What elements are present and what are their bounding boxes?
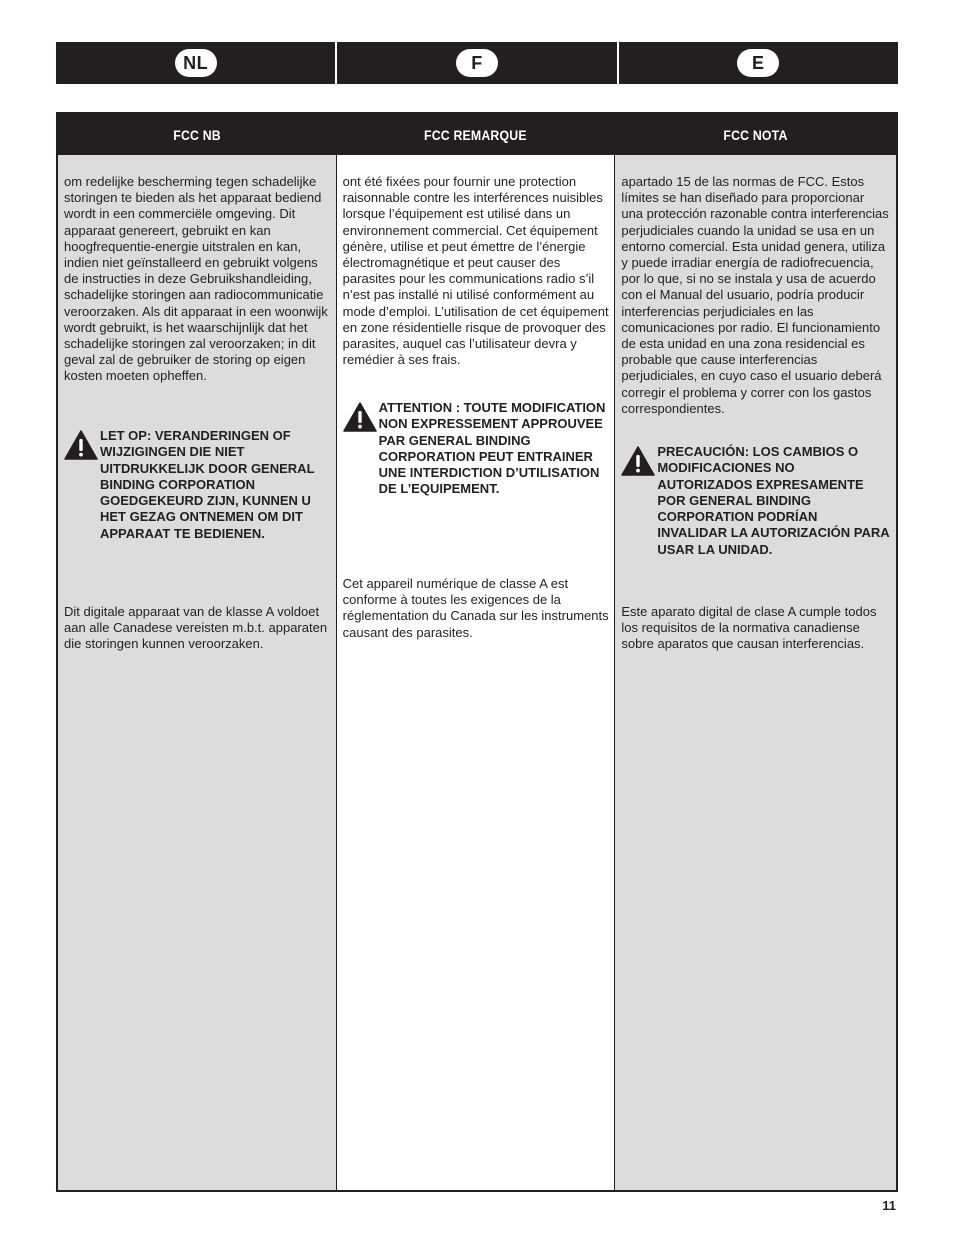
language-cell-f xyxy=(337,42,618,84)
paragraph-e-1: apartado 15 de las normas de FCC. Estos límites se han diseñado para proporcionar una protección razonable contra interferencias perjudiciales cuando la unidad se usa en un entorno comercial. Esta unidad genera, utiliza y puede irradiar energía de radiofrecuencia, por lo que, si no se instala y usa de acuerdo con el Manual del usuario, podría producir interferencias perjudiciales en las comunicaciones por radio. El funcionamiento de esta unidad en una zona residencial es probable que cause interferencias perjudiciales, en cuyo caso el usuario deberá corregir el problema y correr con los gastos correspondientes. xyxy=(621,174,889,416)
warning-e xyxy=(621,444,889,558)
language-badge-e: E xyxy=(737,49,779,77)
column-heading-f: FCC REMARQUE xyxy=(337,114,615,155)
warning-triangle-icon xyxy=(621,446,655,476)
warning-text-e: PRECAUCIÓN: LOS CAMBIOS O MODIFICACIONES NO AUTORIZADOS EXPRESAMENTE POR GENERAL BINDING CORPORATION PODRÍAN INVALIDAR LA AUTORIZACIÓN PARA USAR LA UNIDAD. xyxy=(657,444,890,557)
warning-text-nl: LET OP: VERANDERINGEN OF WIJZIGINGEN DIE NIET UITDRUKKELIJK DOOR GENERAL BINDING CORPORATION GOEDGEKEURD ZIJN, KUNNEN U HET GEZAG ONTNEMEN OM DIT APPARAAT TE BEDIENEN. xyxy=(100,428,315,541)
language-badge-f: F xyxy=(456,49,498,77)
column-heading-nl: FCC NB xyxy=(58,114,336,155)
fcc-notice-table xyxy=(56,112,898,1192)
language-cell-nl xyxy=(56,42,337,84)
warning-triangle-icon xyxy=(64,430,98,460)
page-number: 11 xyxy=(882,1198,896,1213)
paragraph-f-1: ont été fixées pour fournir une protection raisonnable contre les interférences nuisibles lorsque l’équipement est utilisé dans un environnement commercial. Cet équipement génère, utilise et peut émettre de l’énergie électromagnétique et peut causer des parasites pour les communications radio s’il n’est pas installé ni utilisé conformément au mode d’emploi. L’utilisation de cet équipement en zone résidentielle risque de provoquer des parasites, auquel cas l’utilisateur devra y remédier à ses frais. xyxy=(342,174,609,368)
column-heading-e: FCC NOTA xyxy=(615,114,896,155)
warning-nl xyxy=(64,428,332,542)
paragraph-f-2: Cet appareil numérique de classe A est conforme à toutes les exigences de la réglementation du Canada sur les instruments causant des parasites. xyxy=(342,576,609,640)
language-badge-nl: NL xyxy=(175,49,217,77)
warning-f xyxy=(343,400,611,498)
warning-text-f: ATTENTION : TOUTE MODIFICATION NON EXPRESSEMENT APPROUVEE PAR GENERAL BINDING CORPORATION PEUT ENTRAINER UNE INTERDICTION D’UTILISATION DE L’EQUIPEMENT. xyxy=(378,400,606,497)
column-nl xyxy=(58,114,337,1190)
paragraph-e-2: Este aparato digital de clase A cumple todos los requisitos de la normativa canadiense sobre aparatos que causan interferencias. xyxy=(621,604,877,652)
language-bar xyxy=(56,42,898,84)
language-cell-e xyxy=(619,42,898,84)
warning-triangle-icon xyxy=(343,402,377,432)
paragraph-nl-2: Dit digitale apparaat van de klasse A voldoet aan alle Canadese vereisten m.b.t. apparaten die storingen kunnen veroorzaken. xyxy=(64,604,328,652)
paragraph-nl-1: om redelijke bescherming tegen schadelijke storingen te bieden als het apparaat bediend wordt in een commerciële omgeving. Dit apparaat genereert, gebruikt en kan hoogfrequentie-energie uitstralen en kan, indien niet geïnstalleerd en gebruikt volgens de instructies in deze Gebruikshandleiding, schadelijke storingen aan radiocommunicatie veroorzaken. Als dit apparaat in een woonwijk wordt gebruikt, is het waarschijnlijk dat het schadelijke storingen zal veroorzaken; in dit geval zal de gebruiker de storing op eigen kosten moeten opheffen. xyxy=(64,174,328,384)
column-e xyxy=(615,114,896,1190)
column-f xyxy=(337,114,616,1190)
